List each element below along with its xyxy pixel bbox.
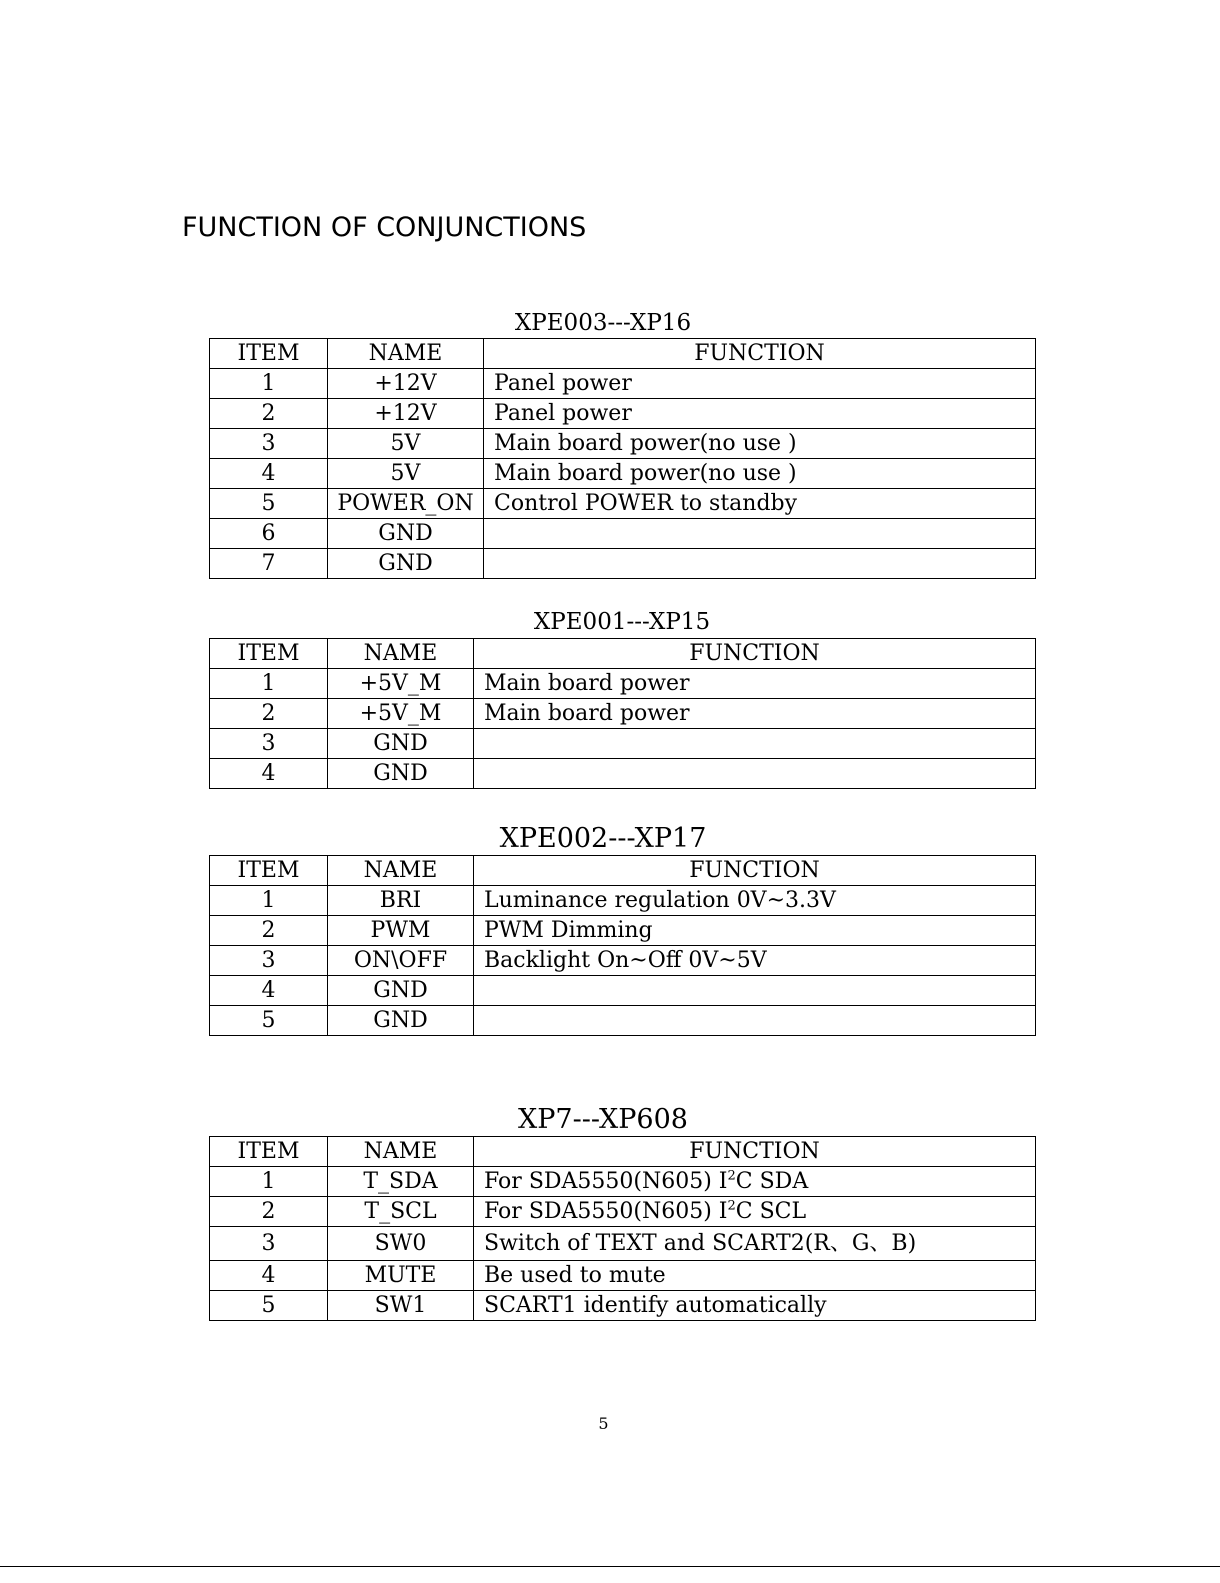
cell-name: +12V	[328, 369, 484, 399]
superscript: 2	[727, 1168, 736, 1184]
cell-item: 5	[210, 1291, 328, 1321]
cell-function: Control POWER to standby	[484, 489, 1036, 519]
cell-item: 2	[210, 1197, 328, 1227]
cell-name: +5V_M	[328, 669, 474, 699]
page-title: FUNCTION OF CONJUNCTIONS	[182, 212, 587, 243]
cell-item: 6	[210, 519, 328, 549]
header-function: FUNCTION	[474, 1137, 1036, 1167]
cell-name: GND	[328, 519, 484, 549]
cell-item: 3	[210, 729, 328, 759]
table-header-row	[210, 1137, 1036, 1167]
table-caption-xp7: XP7---XP608	[518, 1104, 688, 1135]
cell-function	[474, 1006, 1036, 1036]
cell-item: 5	[210, 489, 328, 519]
header-function: FUNCTION	[484, 339, 1036, 369]
table-row	[210, 459, 1036, 489]
cell-function: Be used to mute	[474, 1261, 1036, 1291]
table-row	[210, 1167, 1036, 1197]
cell-function	[474, 729, 1036, 759]
cell-item: 3	[210, 429, 328, 459]
cell-name: MUTE	[328, 1261, 474, 1291]
cell-name: BRI	[328, 886, 474, 916]
cell-item: 1	[210, 1167, 328, 1197]
header-function: FUNCTION	[474, 639, 1036, 669]
connector-table-xp7	[209, 1136, 1036, 1321]
cell-function	[474, 1197, 1036, 1227]
table-row	[210, 549, 1036, 579]
cell-name: GND	[328, 976, 474, 1006]
cell-name: +5V_M	[328, 699, 474, 729]
cell-function: Main board power(no use )	[484, 429, 1036, 459]
cell-function: PWM Dimming	[474, 916, 1036, 946]
cell-function	[484, 519, 1036, 549]
table-row	[210, 1227, 1036, 1261]
cell-name: SW1	[328, 1291, 474, 1321]
table-row	[210, 369, 1036, 399]
header-name: NAME	[328, 339, 484, 369]
cell-name: PWM	[328, 916, 474, 946]
cell-function	[474, 759, 1036, 789]
cell-item: 4	[210, 759, 328, 789]
table-row	[210, 1291, 1036, 1321]
cell-item: 5	[210, 1006, 328, 1036]
cell-name: T_SCL	[328, 1197, 474, 1227]
table-row	[210, 916, 1036, 946]
cell-name: GND	[328, 759, 474, 789]
cell-function	[484, 549, 1036, 579]
table-row	[210, 699, 1036, 729]
table-row	[210, 729, 1036, 759]
connector-table-xpe003	[209, 338, 1036, 579]
table-header-row	[210, 339, 1036, 369]
page-number: 5	[598, 1414, 609, 1433]
table-row	[210, 489, 1036, 519]
cell-function: Main board power	[474, 699, 1036, 729]
cell-function	[474, 1167, 1036, 1197]
function-text: For SDA5550(N605) I	[484, 1168, 728, 1194]
function-text-post: C SCL	[735, 1198, 807, 1224]
cell-function: Backlight On~Off 0V~5V	[474, 946, 1036, 976]
cell-name: GND	[328, 1006, 474, 1036]
cell-item: 3	[210, 1227, 328, 1261]
cell-name: SW0	[328, 1227, 474, 1261]
table-row	[210, 669, 1036, 699]
superscript: 2	[727, 1198, 736, 1214]
connector-table-xpe001	[209, 638, 1036, 789]
cell-function	[474, 976, 1036, 1006]
table-row	[210, 399, 1036, 429]
cell-name: 5V	[328, 459, 484, 489]
cell-function: Main board power(no use )	[484, 459, 1036, 489]
cell-function: Panel power	[484, 399, 1036, 429]
connector-table-xpe002	[209, 855, 1036, 1036]
table-row	[210, 886, 1036, 916]
header-name: NAME	[328, 639, 474, 669]
table-row	[210, 429, 1036, 459]
table-caption-xpe002: XPE002---XP17	[499, 823, 707, 854]
table-row	[210, 1261, 1036, 1291]
table-row	[210, 976, 1036, 1006]
table-row	[210, 1006, 1036, 1036]
function-text: For SDA5550(N605) I	[484, 1198, 728, 1224]
cell-function: Main board power	[474, 669, 1036, 699]
cell-item: 2	[210, 399, 328, 429]
header-item: ITEM	[210, 339, 328, 369]
cell-item: 4	[210, 976, 328, 1006]
table-caption-xpe003: XPE003---XP16	[514, 310, 692, 336]
cell-item: 1	[210, 669, 328, 699]
cell-name: T_SDA	[328, 1167, 474, 1197]
cell-function: Switch of TEXT and SCART2(R、G、B)	[474, 1227, 1036, 1261]
cell-name: +12V	[328, 399, 484, 429]
header-item: ITEM	[210, 1137, 328, 1167]
cell-item: 1	[210, 369, 328, 399]
header-name: NAME	[328, 1137, 474, 1167]
cell-item: 1	[210, 886, 328, 916]
function-text-post: C SDA	[735, 1168, 809, 1194]
cell-name: GND	[328, 549, 484, 579]
cell-item: 4	[210, 459, 328, 489]
header-function: FUNCTION	[474, 856, 1036, 886]
cell-item: 7	[210, 549, 328, 579]
cell-item: 3	[210, 946, 328, 976]
header-item: ITEM	[210, 639, 328, 669]
header-item: ITEM	[210, 856, 328, 886]
cell-item: 2	[210, 699, 328, 729]
table-row	[210, 759, 1036, 789]
cell-name: POWER_ON	[328, 489, 484, 519]
table-row	[210, 519, 1036, 549]
table-header-row	[210, 639, 1036, 669]
table-header-row	[210, 856, 1036, 886]
cell-item: 4	[210, 1261, 328, 1291]
cell-name: 5V	[328, 429, 484, 459]
cell-function: Luminance regulation 0V~3.3V	[474, 886, 1036, 916]
table-row	[210, 946, 1036, 976]
cell-function: Panel power	[484, 369, 1036, 399]
cell-item: 2	[210, 916, 328, 946]
table-caption-xpe001: XPE001---XP15	[533, 609, 711, 635]
table-row	[210, 1197, 1036, 1227]
cell-name: GND	[328, 729, 474, 759]
header-name: NAME	[328, 856, 474, 886]
cell-name: ON\OFF	[328, 946, 474, 976]
page-bottom-divider	[0, 1566, 1220, 1567]
cell-function: SCART1 identify automatically	[474, 1291, 1036, 1321]
